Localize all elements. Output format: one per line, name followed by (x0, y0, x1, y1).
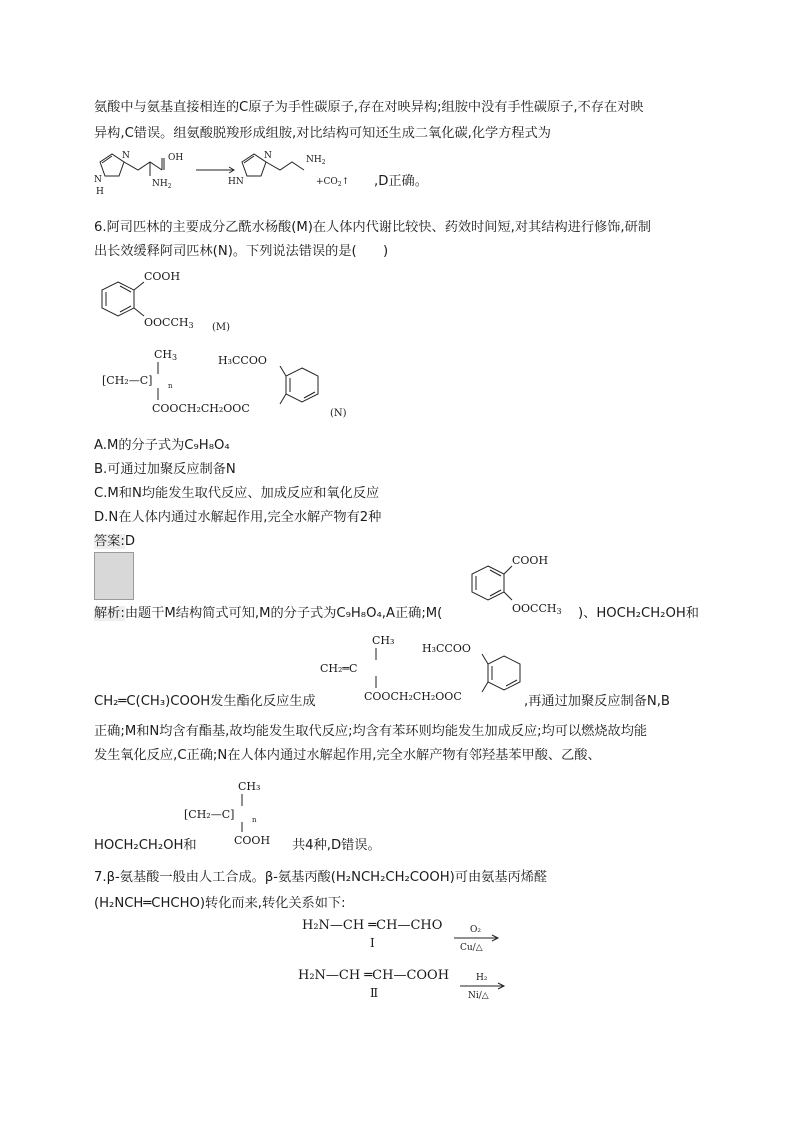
q6-option-c: C.M和N均能发生取代反应、加成反应和氧化反应 (94, 486, 380, 501)
n-h3ccoo-label: H₃CCOO (218, 354, 267, 367)
answer-label: 答案: (94, 534, 125, 549)
reagent-o2: O₂ (470, 925, 481, 935)
ring-n-label: N (94, 175, 102, 185)
q7-arrow-2 (458, 968, 508, 1004)
svg-text:COOH: COOH (512, 554, 549, 567)
benzene-ring-analysis-m (472, 566, 504, 600)
benzene-ring-monomer (488, 656, 520, 690)
svg-text:COOCH₂CH₂OOC: COOCH₂CH₂OOC (364, 690, 462, 703)
svg-text:COOH: COOH (234, 834, 271, 847)
svg-text:n: n (252, 816, 257, 824)
n-ester-label: COOCH₂CH₂OOC (152, 402, 250, 415)
svg-text:H₃CCOO: H₃CCOO (422, 642, 471, 655)
q6-analysis-1: 解析:由题干M结构简式可知,M的分子式为C₉H₈O₄,A正确;M( (94, 606, 443, 621)
q7-step2-formula: H₂N—CH ═CH—COOH (298, 968, 450, 983)
structure-n (100, 344, 360, 424)
m-tag: (M) (212, 322, 231, 333)
n-backbone-label: [CH₂—C] (102, 374, 153, 387)
q6-stem-1: 6.阿司匹林的主要成分乙酰水杨酸(M)在人体内代谢比较快、药效时间短,对其结构进行修饰,研制 (94, 220, 651, 235)
svg-text:[CH₂—C]: [CH₂—C] (184, 808, 235, 821)
analysis-polymer-acid (182, 776, 302, 847)
q7-stem-1: 7.β-氨基酸一般由人工合成。β-氨基丙酸(H₂NCH₂CH₂COOH)可由氨基丙烯醛 (94, 870, 548, 885)
q7-stem-2: (H₂NCH═CHCHO)转化而来,转化关系如下: (94, 896, 346, 911)
svg-text:HN: HN (228, 177, 244, 187)
analysis-monomer-structure (318, 630, 548, 710)
n-ch3-label: CH3 (154, 348, 178, 362)
svg-text:OOCCH3: OOCCH3 (512, 602, 562, 616)
svg-text:CH₃: CH₃ (372, 634, 395, 647)
svg-text:CH₃: CH₃ (238, 780, 261, 793)
prev-eq-tail: ,D正确。 (374, 174, 428, 189)
q6-analysis-2b: ,再通过加聚反应制备N,B (524, 694, 670, 709)
svg-text:CH₂═C: CH₂═C (320, 662, 358, 675)
q6-analysis-4: 发生氧化反应,C正确;N在人体内通过水解起作用,完全水解产物有邻羟基苯甲酸、乙酸、 (94, 748, 601, 763)
q7-step1-formula: H₂N—CH ═CH—CHO (302, 918, 443, 933)
ring-h-label: H (96, 187, 104, 197)
q6-stem-2: 出长效缓释阿司匹林(N)。下列说法错误的是( ) (94, 244, 389, 259)
m-cooh-label: COOH (144, 270, 181, 283)
benzene-ring-n (286, 368, 318, 402)
benzene-ring-m (102, 282, 134, 316)
structure-m (100, 268, 250, 336)
q7-arrow-1 (452, 920, 502, 956)
q6-analysis-1b: )、HOCH₂CH₂OH和 (578, 606, 699, 621)
q7-step1-tag: Ⅰ (370, 936, 375, 950)
analysis-structure-m (470, 552, 590, 616)
nh2-right-label: $NH_2$ (306, 155, 326, 166)
q6-analysis-5b: 共4种,D错误。 (292, 838, 381, 853)
q7-step2-tag: Ⅱ (370, 986, 379, 1000)
answer-placeholder-box (94, 552, 134, 600)
q6-option-d: D.N在人体内通过水解起作用,完全水解产物有2种 (94, 510, 382, 525)
n-tag: (N) (330, 408, 347, 419)
prev-line-1: 氨酸中与氨基直接相连的C原子为手性碳原子,存在对映异构;组胺中没有手性碳原子,不存在对映 (94, 100, 644, 115)
q6-analysis-3: 正确;M和N均含有酯基,故均能发生取代反应;均含有苯环则均能发生加成反应;均可以燃烧故均能 (94, 724, 648, 739)
imidazole-ring-left (100, 154, 124, 176)
m-ooc-label: OOCCH3 (144, 316, 194, 330)
q6-option-b: B.可通过加聚反应制备N (94, 462, 236, 477)
oh-label: OH (168, 153, 184, 163)
decarboxylation-equation (94, 150, 374, 202)
co2-label: $+CO_2↑$ (316, 177, 350, 188)
reagent-ni: Ni/△ (468, 991, 489, 1001)
nh2-label: $NH_2$ (152, 179, 172, 190)
q6-analysis-2a: CH₂═C(CH₃)COOH发生酯化反应生成 (94, 694, 316, 709)
answer-value: D (124, 534, 135, 549)
reagent-cu: Cu/△ (460, 943, 483, 953)
analysis-label: 解析: (94, 606, 125, 621)
q6-answer (94, 532, 135, 552)
reagent-h2: H₂ (476, 973, 488, 983)
q6-analysis-5a: HOCH₂CH₂OH和 (94, 838, 197, 853)
svg-text:N: N (264, 151, 272, 161)
prev-line-2: 异构,C错误。组氨酸脱羧形成组胺,对比结构可知还生成二氧化碳,化学方程式为 (94, 126, 551, 141)
n-subscript: n (168, 382, 173, 390)
q6-option-a: A.M的分子式为C₉H₈O₄ (94, 438, 230, 453)
imidazole-ring-right (242, 154, 266, 176)
svg-text:N: N (122, 151, 130, 161)
